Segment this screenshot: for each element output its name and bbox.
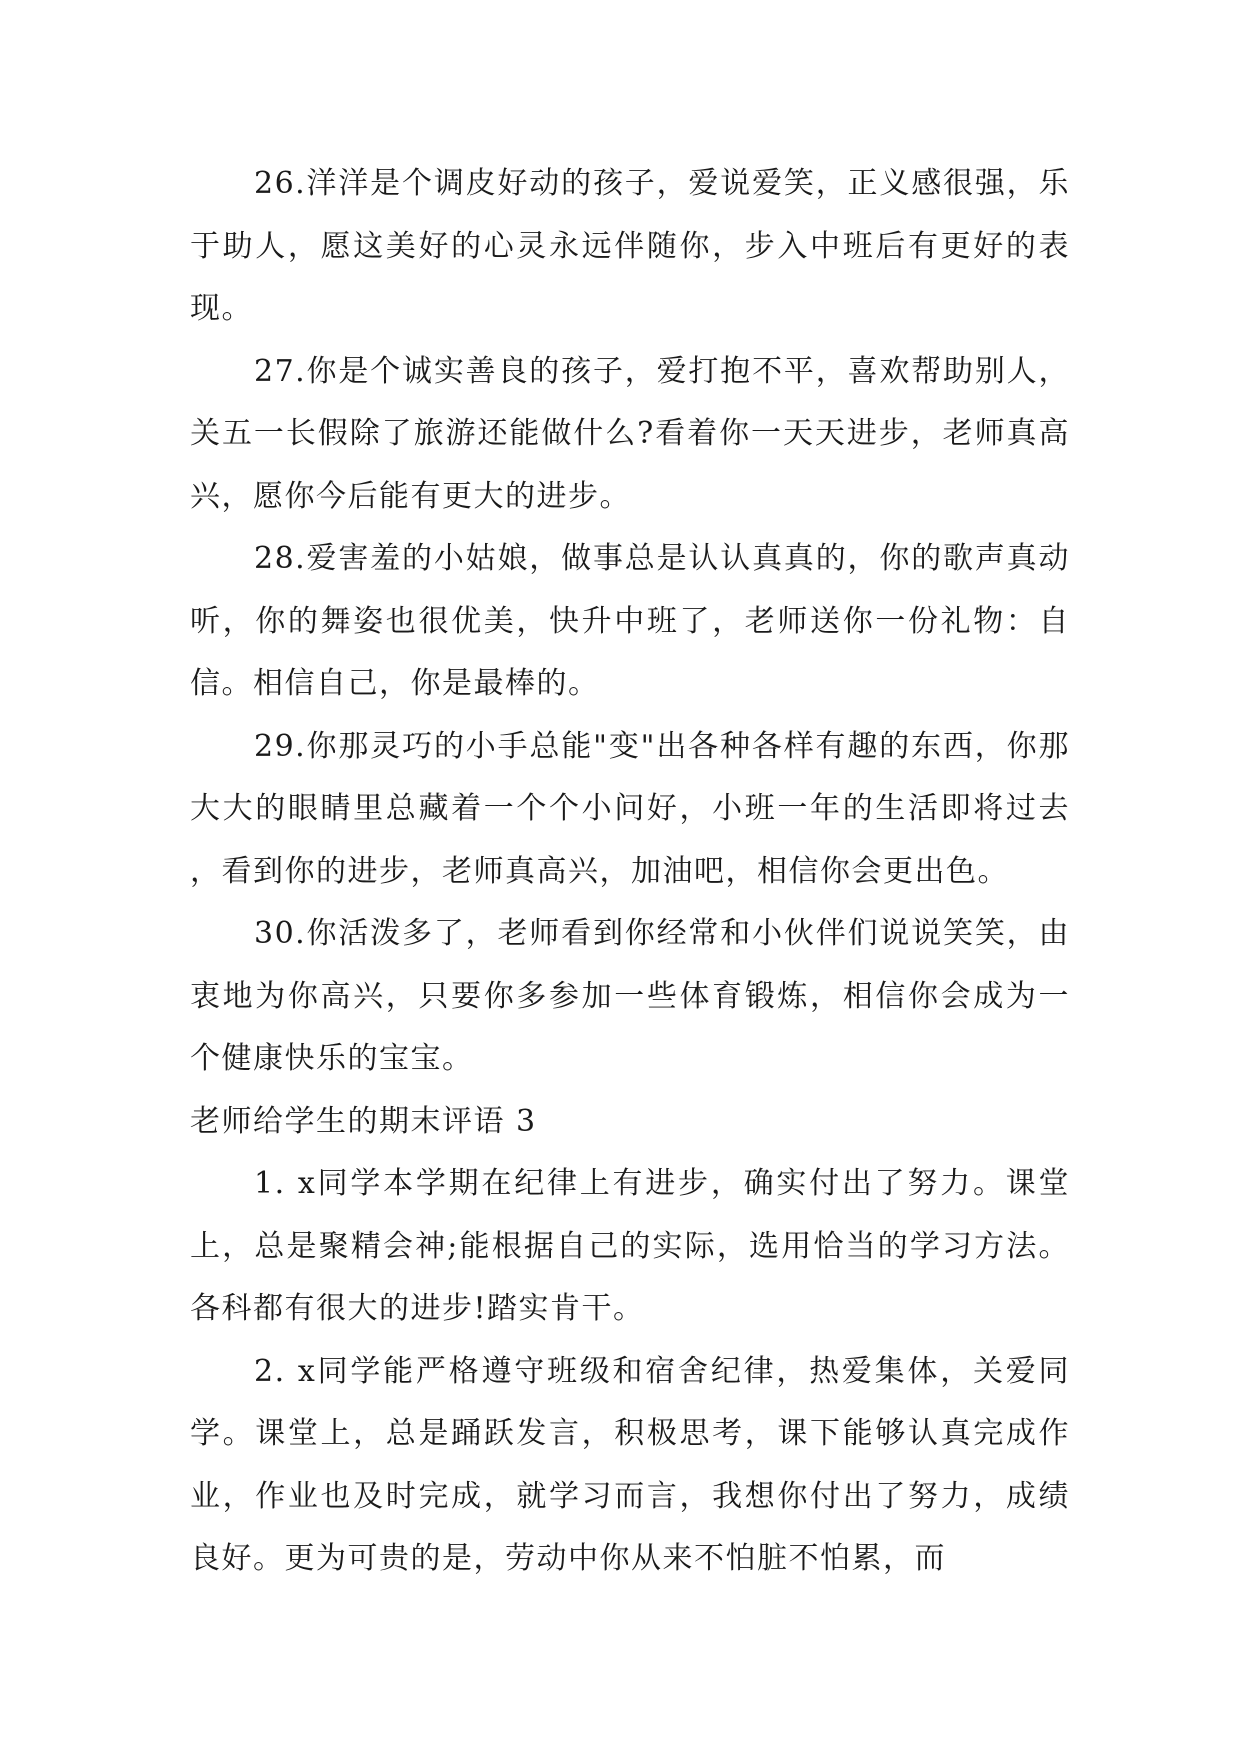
section-heading: 老师给学生的期末评语 3: [190, 1103, 537, 1139]
comment-paragraph-28: 28.爱害羞的小姑娘，做事总是认认真真的，你的歌声真动听，你的舞姿也很优美，快升中班了，老师送你一份礼物：自信。相信自己，你是最棒的。: [190, 541, 1070, 701]
comment-paragraph-1: 1. x同学本学期在纪律上有进步，确实付出了努力。课堂上，总是聚精会神;能根据自己的实际，选用恰当的学习方法。各科都有很大的进步!踏实肯干。: [190, 1166, 1070, 1326]
document-body: [190, 153, 1070, 1591]
comment-paragraph-30: 30.你活泼多了，老师看到你经常和小伙伴们说说笑笑，由衷地为你高兴，只要你多参加一些体育锻炼，相信你会成为一个健康快乐的宝宝。: [190, 916, 1070, 1076]
comment-paragraph-27: 27.你是个诚实善良的孩子，爱打抱不平，喜欢帮助别人，关五一长假除了旅游还能做什么?看着你一天天进步，老师真高兴，愿你今后能有更大的进步。: [190, 353, 1070, 514]
comment-paragraph-26: 26.洋洋是个调皮好动的孩子，爱说爱笑，正义感很强，乐于助人，愿这美好的心灵永远伴随你，步入中班后有更好的表现。: [190, 166, 1070, 326]
comment-paragraph-29: 29.你那灵巧的小手总能"变"出各种各样有趣的东西，你那大大的眼睛里总藏着一个个小问好，小班一年的生活即将过去，看到你的进步，老师真高兴，加油吧，相信你会更出色。: [190, 728, 1070, 889]
comment-paragraph-2: 2. x同学能严格遵守班级和宿舍纪律，热爱集体，关爱同学。课堂上，总是踊跃发言，积极思考，课下能够认真完成作业，作业也及时完成，就学习而言，我想你付出了努力，成绩良好。更为可贵的是，劳动中你从来不怕脏不怕累，而: [190, 1353, 1070, 1576]
